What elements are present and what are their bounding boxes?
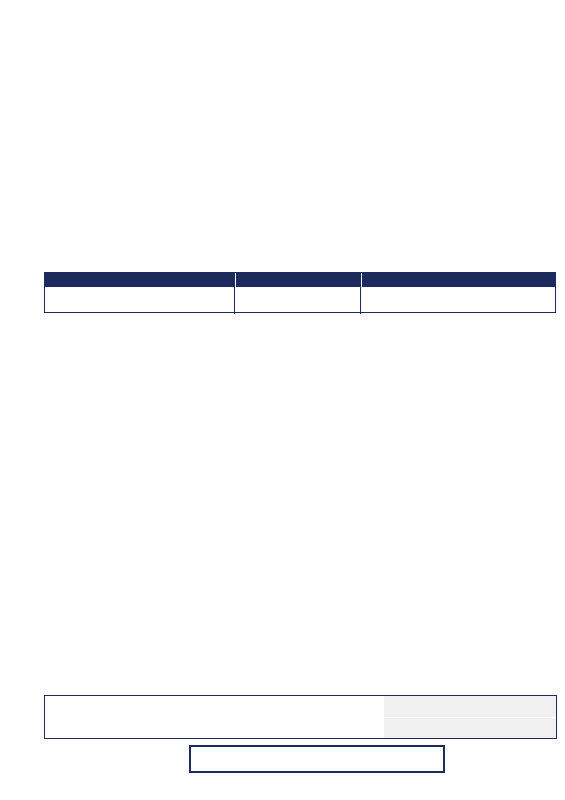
total-header xyxy=(362,273,555,287)
decorative-pattern-top xyxy=(8,22,558,66)
footer-tax-cell xyxy=(384,718,556,738)
decorative-pattern-left xyxy=(8,66,44,786)
footer-subtotal-cell xyxy=(384,696,556,717)
total-value xyxy=(362,287,555,314)
tax-value xyxy=(236,287,361,314)
subtotal-value xyxy=(45,287,235,314)
tax-header xyxy=(236,273,361,287)
breakdown-box xyxy=(189,745,445,773)
totals-box xyxy=(44,272,556,313)
subtotal-header xyxy=(45,273,235,287)
remarks-summary xyxy=(44,695,557,739)
